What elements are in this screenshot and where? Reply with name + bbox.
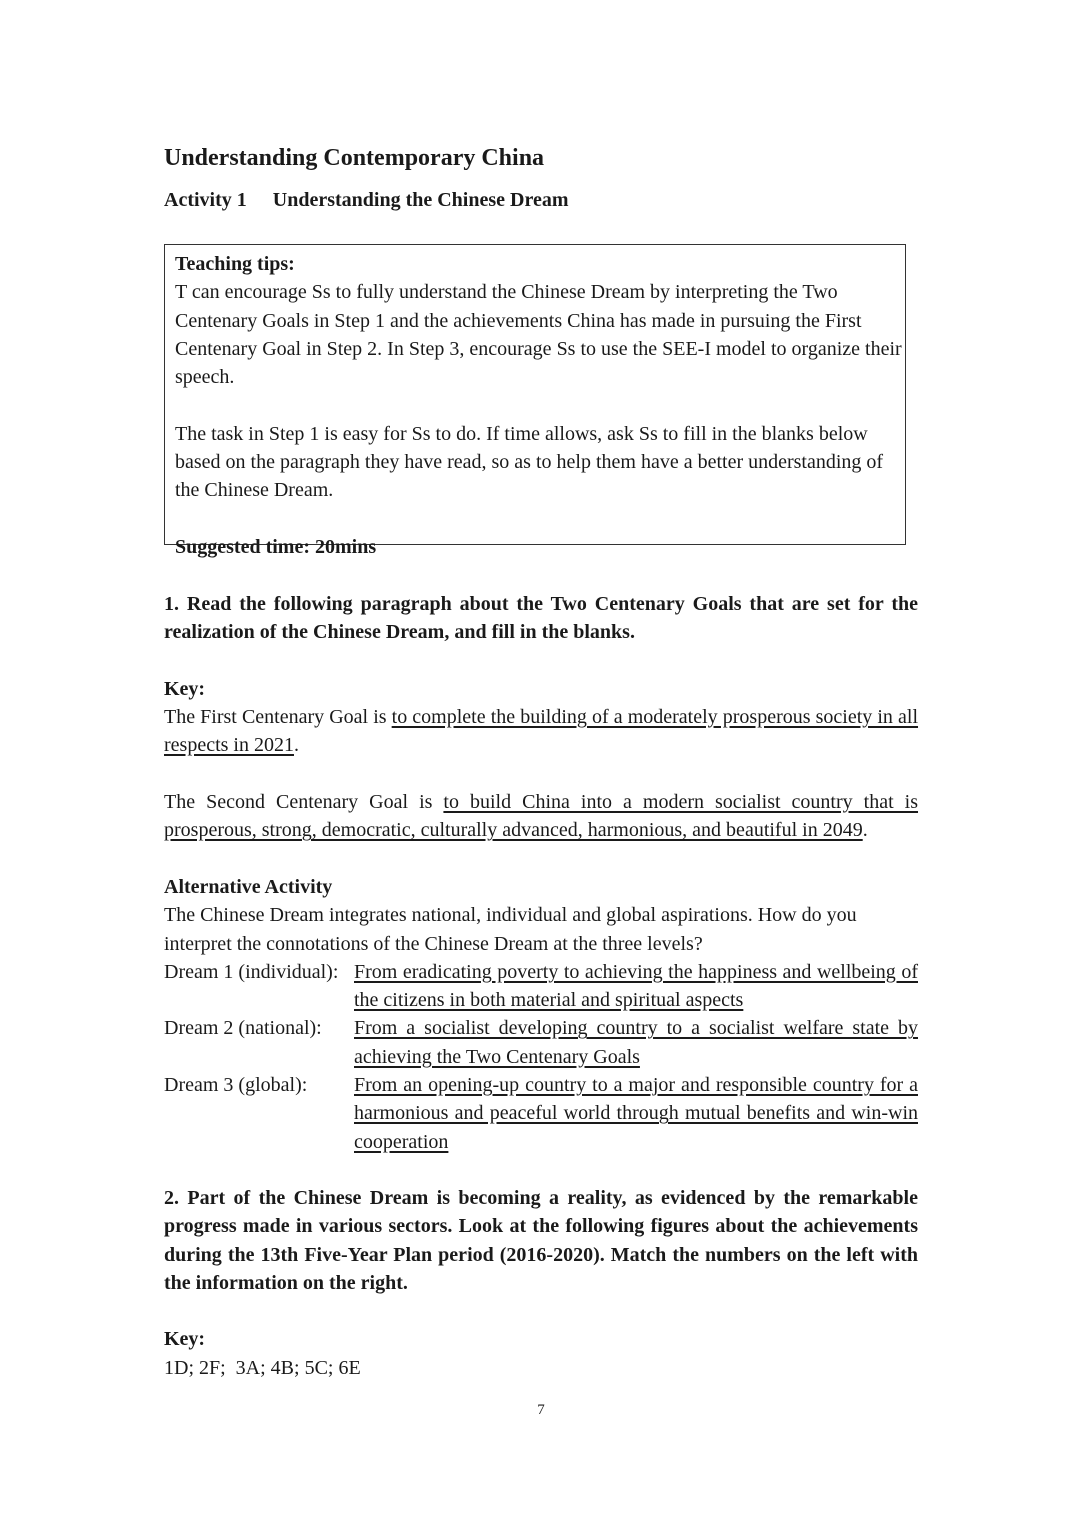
first-goal-suffix: . [293,734,299,757]
teaching-tips-heading: Teaching tips: [175,253,295,275]
teaching-tips-box [164,244,906,558]
alternative-activity-intro: The Chinese Dream integrates national, individual and global aspirations. How do you interpret the connotations of the Chinese Dream at the three levels? [164,904,857,955]
step1-key-label: Key: [164,677,206,700]
dream-row-individual [164,958,918,1015]
dream-1-answer: From eradicating poverty to achieving the happiness and wellbeing of the citizens in both material and spiritual aspects [354,960,918,1012]
step2-section [164,1184,918,1382]
page-number: 7 [537,1402,545,1418]
dream-2-answer: From a socialist developing country to a socialist welfare state by achieving the Two Centenary Goals [354,1017,918,1068]
first-goal-answer: to complete the building of a moderately prosperous society in all respects in 2021 [164,706,919,757]
second-goal-prefix: The Second Centenary Goal is [164,791,444,814]
step2-instruction: 2. Part of the Chinese Dream is becoming a reality, as evidenced by the remarkable progress made in various sectors. Look at the following figures about the achievements during the 13th Five-Year Plan period (2016-2020). Match the numbers on the left with the information on the right. [164,1187,918,1294]
document-title: Understanding Contemporary China [164,145,545,171]
dream-3-answer: From an opening-up country to a major and responsible country for a harmonious and peaceful world through mutual benefits and win-win cooperation [354,1074,918,1153]
alternative-activity-section [164,873,918,1156]
alternative-activity-heading: Alternative Activity [164,876,333,898]
dream-row-global [164,1071,918,1156]
dream-2-label: Dream 2 (national): [164,1017,322,1040]
dream-1-label: Dream 1 (individual): [164,960,339,983]
second-goal-suffix: . [862,819,868,842]
second-goal-answer: to build China into a modern socialist country that is prosperous, strong, democratic, culturally advanced, harmonious, and beautiful in 2049 [164,791,919,842]
teaching-tips-paragraph-2: The task in Step 1 is easy for Ss to do. If time allows, ask Ss to fill in the blanks below based on the paragraph they have read, so as to help them have a better understanding of the Chinese Dream. [175,422,884,502]
step2-key-label: Key: [164,1328,206,1351]
first-goal-prefix: The First Centenary Goal is [164,706,392,729]
step1-section [164,590,918,845]
dream-3-label: Dream 3 (global): [164,1074,308,1097]
step2-key-answers: 1D; 2F; 3A; 4B; 5C; 6E [164,1356,361,1379]
second-goal-sentence [164,788,918,845]
activity-heading [164,189,569,212]
first-goal-sentence [164,703,918,760]
teaching-tips-paragraph-1: T can encourage Ss to fully understand the Chinese Dream by interpreting the Two Centenary Goals in Step 1 and the achievements China has made in pursuing the First Centenary Goal in Step 2. In Step 3, encourage Ss to use the SEE-I model to organize their speech. [175,281,902,389]
activity-title: Understanding the Chinese Dream [272,189,569,211]
activity-label: Activity 1 [164,189,247,211]
dream-row-national [164,1014,918,1071]
suggested-time: Suggested time: 20mins [175,535,377,558]
step1-instruction: 1. Read the following paragraph about the Two Centenary Goals that are set for the realization of the Chinese Dream, and fill in the blanks. [164,593,918,644]
